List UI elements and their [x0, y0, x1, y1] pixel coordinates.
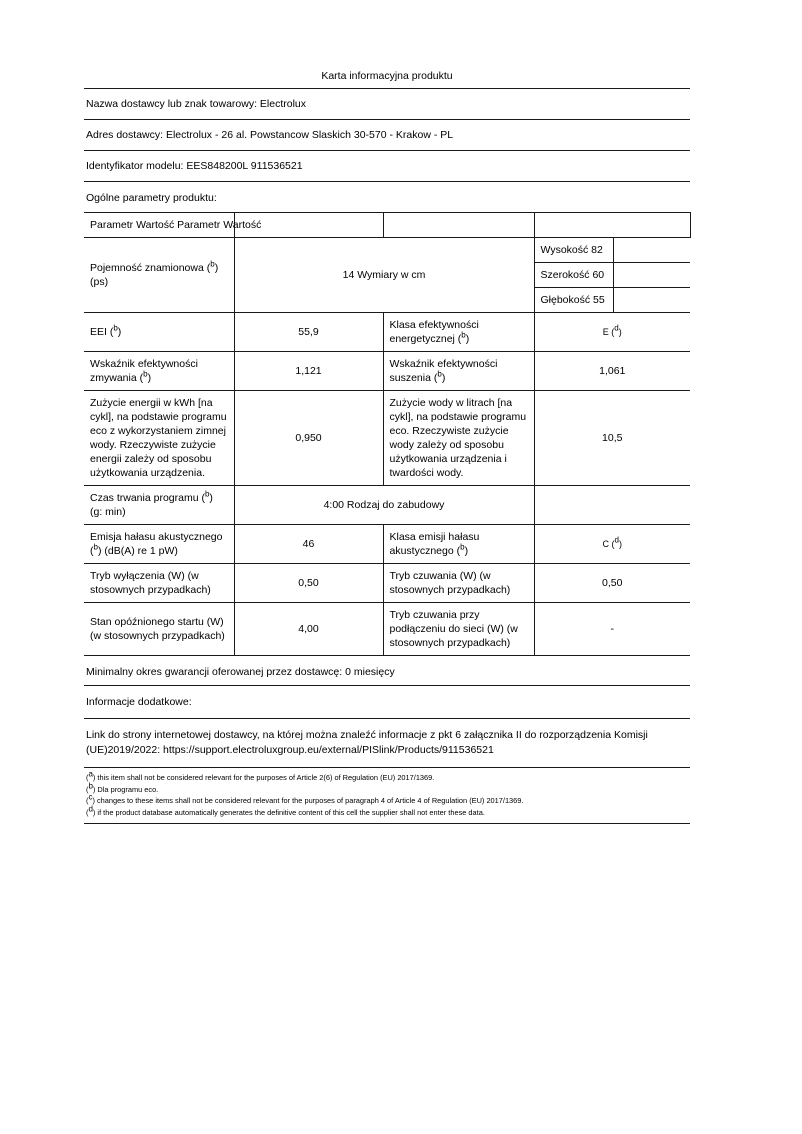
dimension-label-width: Szerokość 60 — [534, 263, 613, 288]
energy-consumption-value: 0,950 — [234, 391, 383, 486]
table-row-eei — [84, 313, 690, 352]
footnote-marker: b — [460, 542, 465, 552]
table-header-labels: Parametr Wartość Parametr Wartość — [84, 213, 234, 238]
eei-value: 55,9 — [234, 313, 383, 352]
table-header-cell-3 — [383, 213, 534, 238]
supplier-row: Nazwa dostawcy lub znak towarowy: Electrolux — [84, 88, 690, 119]
washing-index-label: Wskaźnik efektywności zmywania ($^b$) — [84, 352, 234, 391]
drying-index-label: Wskaźnik efektywności suszenia ($^b$) — [383, 352, 534, 391]
duration-spacer — [534, 486, 690, 525]
footnote-a: ($^a$) this item shall not be considered relevant for the purposes of Article 2(6) of Regulation (EU) 2017/1369. — [86, 769, 435, 782]
standby-mode-label: Tryb czuwania (W) (w stosownych przypadkach) — [383, 564, 534, 603]
energy-class-value: E ($^d$) — [534, 313, 690, 352]
noise-emission-value: 46 — [234, 525, 383, 564]
footnote-marker: b — [437, 369, 442, 379]
footnote-marker: d — [614, 535, 619, 545]
model-row: Identyfikator modelu: EES848200L 911536521 — [84, 150, 690, 181]
duration-value: 4:00 Rodzaj do zabudowy — [234, 486, 534, 525]
footnote-marker-b: b — [88, 781, 93, 791]
dimension-spacer-height — [613, 238, 690, 263]
capacity-value: 14 Wymiary w cm — [234, 238, 534, 313]
footnote-marker: d — [614, 323, 619, 333]
noise-emission-label: Emisja hałasu akustycznego ($^b$) (dB(A) re 1 pW) — [84, 525, 234, 564]
dimension-spacer-width — [613, 263, 690, 288]
networked-standby-label: Tryb czuwania przy podłączeniu do sieci (W) (w stosownych przypadkach) — [383, 603, 534, 656]
table-row-washing-drying — [84, 352, 690, 391]
footnote-c: ($^c$) changes to these items shall not be considered relevant for the purposes of paragraph 4 of Article 4 of Regulation (EU) 2017/1369. — [86, 792, 524, 805]
duration-label: Czas trwania programu ($^b$) (g: min) — [84, 486, 234, 525]
table-row-off-standby — [84, 564, 690, 603]
footnotes-block — [84, 767, 690, 823]
energy-class-label: Klasa efektywności energetycznej ($^b$) — [383, 313, 534, 352]
page-title: Karta informacyjna produktu — [321, 70, 453, 82]
dimension-spacer-depth — [613, 288, 690, 313]
product-information-sheet — [84, 0, 690, 824]
footnote-marker: b — [204, 489, 210, 499]
supplier-link-row: Link do strony internetowej dostawcy, na której można znaleźć informacje z pkt 6 załącznika II do rozporządzenia Komisji (UE)2019/2022: https://support.electroluxgroup.eu/external/PISlink/Products/911536521 — [84, 718, 690, 767]
table-header-cell-4 — [534, 213, 690, 238]
dimension-label-depth: Głębokość 55 — [534, 288, 613, 313]
table-row-consumption — [84, 391, 690, 486]
table-row-duration — [84, 486, 690, 525]
footnote-marker: b — [210, 259, 215, 269]
warranty-row: Minimalny okres gwarancji oferowanej przez dostawcę: 0 miesięcy — [86, 666, 395, 678]
footnote-b: ($^b$) Dla programu eco. — [86, 781, 159, 794]
dimension-label-height: Wysokość 82 — [534, 238, 613, 263]
water-consumption-value: 10,5 — [534, 391, 690, 486]
noise-class-label: Klasa emisji hałasu akustycznego ($^b$) — [383, 525, 534, 564]
off-mode-value: 0,50 — [234, 564, 383, 603]
general-parameters-table — [84, 212, 691, 656]
footnote-marker: b — [93, 542, 98, 552]
energy-consumption-label: Zużycie energii w kWh [na cykl], na podstawie programu eco z wykorzystaniem zimnej wody. Rzeczywiste zużycie energii zależy od sposobu użytkowania urządzenia. — [84, 391, 234, 486]
footnote-marker-d: d — [88, 804, 93, 814]
additional-info-heading: Informacje dodatkowe: — [84, 685, 690, 718]
general-params-heading: Ogólne parametry produktu: — [84, 181, 690, 212]
drying-index-value: 1,061 — [534, 352, 690, 391]
capacity-label: Pojemność znamionowa ($^b$) (ps) — [84, 238, 234, 313]
footnote-marker: b — [461, 330, 466, 340]
off-mode-label: Tryb wyłączenia (W) (w stosownych przypadkach) — [84, 564, 234, 603]
delay-start-value: 4,00 — [234, 603, 383, 656]
bottom-rule — [84, 823, 690, 824]
footnote-marker-a: a — [88, 769, 93, 779]
footnote-marker: b — [113, 323, 118, 333]
delay-start-label: Stan opóźnionego startu (W) (w stosownych przypadkach) — [84, 603, 234, 656]
networked-standby-value: - — [534, 603, 690, 656]
table-header-row — [84, 213, 690, 238]
address-row: Adres dostawcy: Electrolux - 26 al. Powstancow Slaskich 30-570 - Krakow - PL — [84, 119, 690, 150]
washing-index-value: 1,121 — [234, 352, 383, 391]
footnote-marker-c: c — [88, 792, 93, 802]
table-row-capacity-height — [84, 238, 690, 263]
table-row-noise — [84, 525, 690, 564]
water-consumption-label: Zużycie wody w litrach [na cykl], na podstawie programu eco. Rzeczywiste zużycie wody zależy od sposobu użytkowania urządzenia i twardości wody. — [383, 391, 534, 486]
footnote-marker: b — [143, 369, 148, 379]
eei-label: EEI ($^b$) — [84, 313, 234, 352]
table-row-delay-networked — [84, 603, 690, 656]
footnote-d: ($^d$) if the product database automatically generates the definitive content of this cell the supplier shall not enter these data. — [86, 804, 485, 817]
standby-mode-value: 0,50 — [534, 564, 690, 603]
noise-class-value: C ($^d$) — [534, 525, 690, 564]
